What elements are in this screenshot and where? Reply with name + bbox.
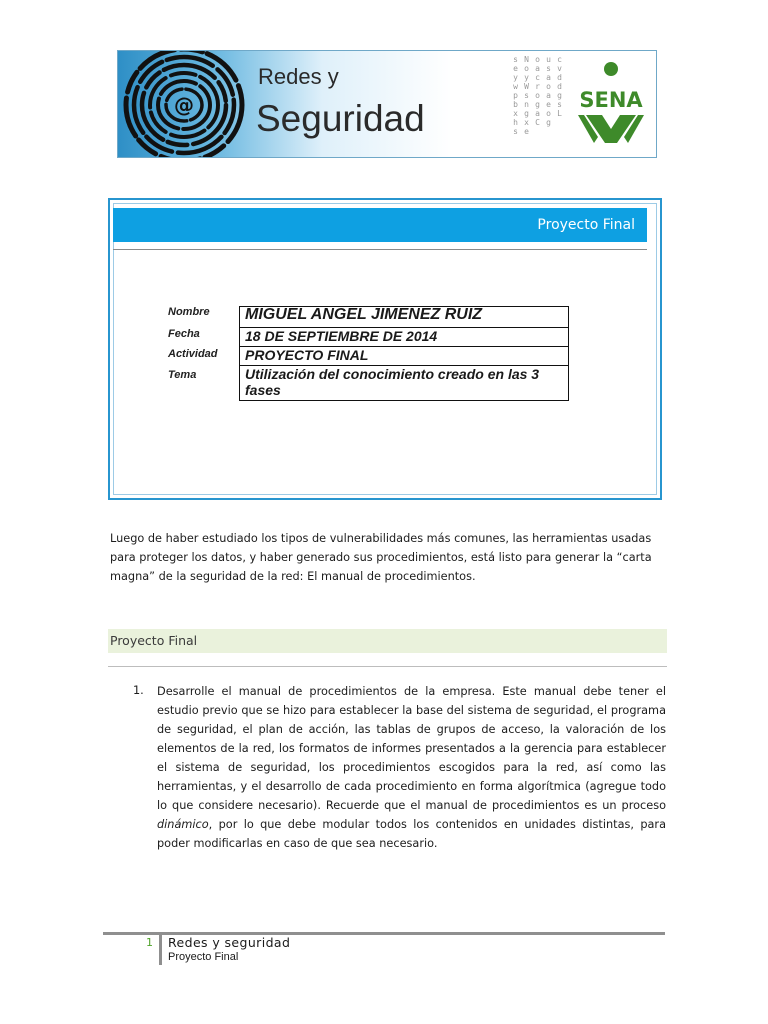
sena-logo [568, 59, 654, 151]
page-number: 1 [146, 936, 153, 949]
cover-divider [113, 249, 647, 250]
svg-text:@: @ [174, 93, 194, 117]
value-fecha: 18 DE SEPTIEMBRE DE 2014 [240, 328, 569, 347]
code-column: NoyWsngxe [524, 55, 529, 136]
intro-paragraph: Luego de haber estudiado los tipos de vulnerabilidades más comunes, las herramientas usadas para proteger los datos, y haber generado sus procedimientos, está listo para generar la “carta magna” de la seguridad de la red: El manual de procedimientos. [110, 532, 652, 583]
value-tema: Utilización del conocimiento creado en las 3 fases [240, 366, 569, 401]
cover-title: Proyecto Final [537, 217, 635, 233]
list-item-text [157, 682, 666, 853]
label-fecha: Fecha [168, 328, 200, 340]
label-actividad: Actividad [168, 348, 218, 360]
footer-separator [159, 935, 162, 965]
value-actividad: PROYECTO FINAL [240, 347, 569, 366]
header-banner [117, 50, 657, 158]
code-column: usaoaeog [546, 55, 551, 127]
cover-title-bar [113, 208, 647, 242]
banner-title-line2: Seguridad [256, 98, 425, 139]
section-divider [108, 666, 667, 667]
item-text-part: Desarrolle el manual de procedimientos de la empresa. Este manual debe tener el estudio previo que se hizo para establecer la base del sistema de seguridad, el programa de seguridad, el plan de acción, las tablas de grupos de acceso, la valoración de los elementos de la red, los formatos de informes presentados a la gerencia para establecer el sistema de seguridad, los procedimientos escogidos para la red, así como las herramientas, y el desarrollo de cada procedimiento en forma algorítmica (agregue todo lo que considere necesario). Recuerde que el manual de procedimientos es un proceso [157, 685, 666, 812]
code-column: cvddgsL [557, 55, 562, 118]
info-table [239, 306, 569, 401]
label-tema: Tema [168, 369, 197, 381]
value-nombre: MIGUEL ANGEL JIMENEZ RUIZ [240, 307, 569, 328]
code-column: oacrogaC [535, 55, 540, 127]
section-heading [108, 629, 667, 653]
svg-text:SENA: SENA [579, 88, 643, 112]
section-title: Proyecto Final [110, 633, 198, 648]
code-column: seywpbxhs [513, 55, 518, 136]
footer-title: Redes y seguridad [168, 935, 291, 950]
item-text-emphasis: dinámico [157, 818, 209, 831]
item-text-part: , por lo que debe modular todos los contenidos en unidades distintas, para poder modificarlas en caso de que sea necesario. [157, 818, 666, 850]
cover-box [108, 198, 662, 500]
label-nombre: Nombre [168, 306, 210, 318]
list-item-number: 1. [133, 684, 144, 697]
banner-title-line1: Redes y [258, 64, 339, 89]
footer-subtitle: Proyecto Final [168, 951, 239, 963]
fingerprint-icon [118, 50, 253, 158]
